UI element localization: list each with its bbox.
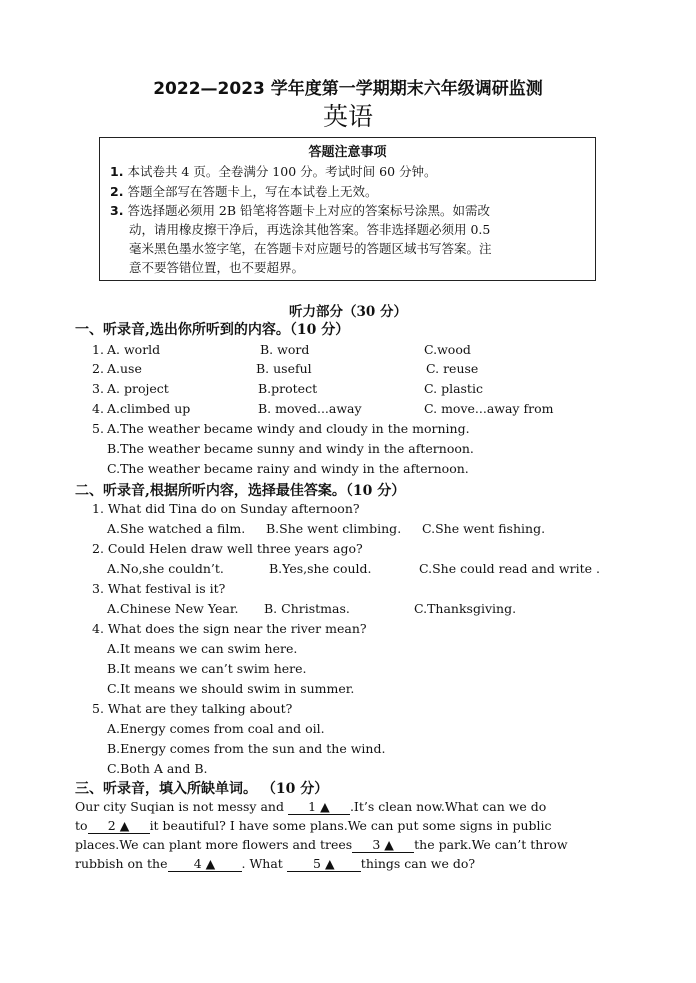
s2-q5-option-a: A.Energy comes from coal and oil.: [107, 721, 325, 736]
blank-3[interactable]: 3 ▲: [352, 837, 414, 853]
passage-line-1: Our city Suqian is not messy and 1 ▲ .It’s clean now.What can we do: [75, 799, 547, 814]
passage-line-4: rubbish on the 4 ▲ . What 5 ▲ things can we do?: [75, 856, 476, 871]
s2-q2-question: 2. Could Helen draw well three years ago?: [92, 541, 363, 556]
s1-q1-option-a: A. world: [107, 342, 161, 357]
blank-2[interactable]: 2 ▲: [88, 818, 150, 834]
s1-q4-option-c: C. move...away from: [424, 401, 554, 416]
s2-q4-question: 4. What does the sign near the river mean?: [92, 621, 367, 636]
s2-q5-question: 5. What are they talking about?: [92, 701, 293, 716]
s1-q4-number: 4.: [92, 401, 104, 416]
blank-5[interactable]: 5 ▲: [287, 856, 361, 872]
s2-q5-option-b: B.Energy comes from the sun and the wind.: [107, 741, 386, 756]
passage-line-3: places.We can plant more flowers and trees 3 ▲ the park.We can’t throw: [75, 837, 568, 852]
s2-q5-option-c: C.Both A and B.: [107, 761, 208, 776]
blank-4[interactable]: 4 ▲: [168, 856, 242, 872]
s1-q2-option-c: C. reuse: [426, 361, 479, 376]
s1-q5-option-a: A.The weather became windy and cloudy in the morning.: [107, 421, 470, 436]
s2-q2-option-a: A.No,she couldn’t.: [107, 561, 224, 576]
s1-q3-option-a: A. project: [107, 381, 169, 396]
s1-q1-option-c: C.wood: [424, 342, 471, 357]
s1-q2-option-b: B. useful: [256, 361, 312, 376]
s2-q1-option-b: B.She went climbing.: [266, 521, 402, 536]
part-title: 听力部分（30 分）: [289, 304, 407, 320]
s2-q4-option-b: B.It means we can’t swim here.: [107, 661, 307, 676]
s2-q1-question: 1. What did Tina do on Sunday afternoon?: [92, 501, 360, 516]
s1-q1-number: 1.: [92, 342, 104, 357]
s2-q3-question: 3. What festival is it?: [92, 581, 226, 596]
s2-q3-option-b: B. Christmas.: [264, 601, 350, 616]
exam-title: 2022—2023 学年度第一学期期末六年级调研监测: [153, 79, 543, 99]
notice-item-2: 2. 答题全部写在答题卡上，写在本试卷上无效。: [110, 184, 378, 199]
section-2-heading: 二、听录音,根据所听内容，选择最佳答案。（10 分）: [75, 483, 406, 499]
s2-q1-option-a: A.She watched a film.: [107, 521, 246, 536]
s1-q3-number: 3.: [92, 381, 104, 396]
s2-q3-option-c: C.Thanksgiving.: [414, 601, 517, 616]
s2-q4-option-c: C.It means we should swim in summer.: [107, 681, 355, 696]
s1-q4-option-b: B. moved...away: [258, 401, 362, 416]
passage-line-2: to 2 ▲ it beautiful? I have some plans.We can put some signs in public: [75, 818, 552, 833]
s2-q3-option-a: A.Chinese New Year.: [107, 601, 239, 616]
s1-q3-option-b: B.protect: [258, 381, 318, 396]
s1-q3-option-c: C. plastic: [424, 381, 483, 396]
s1-q1-option-b: B. word: [260, 342, 310, 357]
notice-item-3-line-2: 动，请用橡皮擦干净后，再选涂其他答案。答非选择题必须用 0.5: [129, 222, 491, 237]
s2-q4-option-a: A.It means we can swim here.: [107, 641, 298, 656]
s1-q2-number: 2.: [92, 361, 104, 376]
notice-box: [99, 137, 596, 281]
s1-q5-option-b: B.The weather became sunny and windy in the afternoon.: [107, 441, 474, 456]
notice-item-3-line-4: 意不要答错位置，也不要超界。: [129, 260, 305, 275]
notice-item-3: 3. 答选择题必须用 2B 铅笔将答题卡上对应的答案标号涂黑。如需改: [110, 203, 491, 218]
blank-1[interactable]: 1 ▲: [288, 799, 350, 815]
notice-item-3-line-3: 毫米黑色墨水签字笔，在答题卡对应题号的答题区域书写答案。注: [129, 241, 492, 256]
notice-title: 答题注意事项: [308, 145, 387, 160]
section-3-heading: 三、听录音，填入所缺单词。 （10 分）: [75, 781, 329, 797]
s1-q2-option-a: A.use: [107, 361, 142, 376]
s2-q2-option-c: C.She could read and write .: [419, 561, 600, 576]
s2-q2-option-b: B.Yes,she could.: [269, 561, 372, 576]
notice-item-1: 1. 本试卷共 4 页。全卷满分 100 分。考试时间 60 分钟。: [110, 164, 437, 179]
s1-q5-number: 5.: [92, 421, 104, 436]
s1-q5-option-c: C.The weather became rainy and windy in the afternoon.: [107, 461, 469, 476]
section-1-heading: 一、听录音,选出你所听到的内容。（10 分）: [75, 322, 350, 338]
subject-title: 英语: [322, 102, 373, 131]
s2-q1-option-c: C.She went fishing.: [422, 521, 546, 536]
s1-q4-option-a: A.climbed up: [107, 401, 191, 416]
